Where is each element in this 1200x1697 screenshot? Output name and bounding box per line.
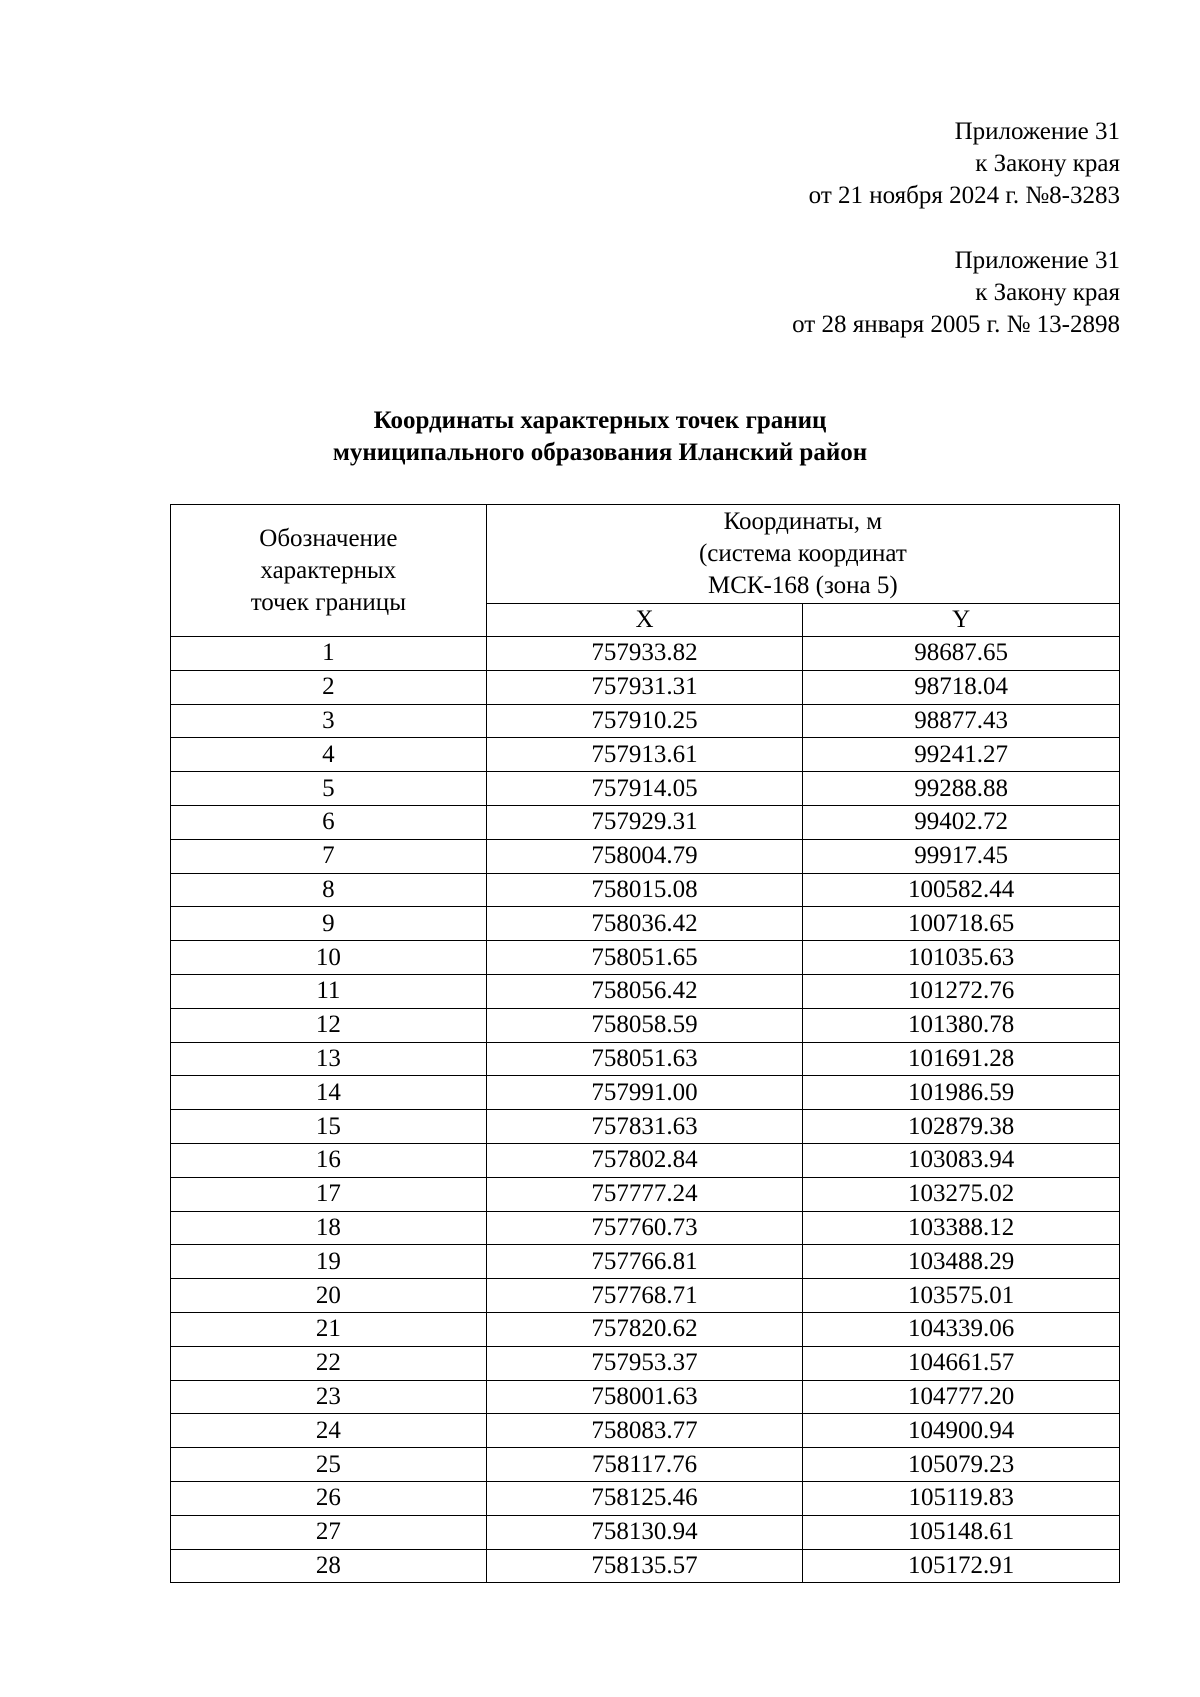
point-number-cell: 10 [171,941,487,975]
y-coordinate-cell: 98877.43 [803,704,1120,738]
x-coordinate-cell: 757760.73 [486,1211,803,1245]
point-number-cell: 18 [171,1211,487,1245]
point-number-cell: 11 [171,974,487,1008]
x-coordinate-cell: 758135.57 [486,1549,803,1583]
x-coordinate-cell: 757933.82 [486,637,803,671]
point-number-cell: 20 [171,1279,487,1313]
appendix-label: Приложение 31 [954,118,1120,145]
table-row [171,1346,1120,1380]
y-coordinate-cell: 103275.02 [803,1177,1120,1211]
y-coordinate-cell: 101691.28 [803,1042,1120,1076]
table-row [171,805,1120,839]
y-coordinate-cell: 100582.44 [803,873,1120,907]
table-row [171,907,1120,941]
point-number-cell: 21 [171,1312,487,1346]
point-number-cell: 16 [171,1143,487,1177]
header-text: Обозначение [259,524,398,552]
header-text: точек границы [250,588,406,616]
header-text: МСК-168 (зона 5) [707,572,898,599]
y-coordinate-cell: 103083.94 [803,1143,1120,1177]
x-coordinate-cell: 757910.25 [486,704,803,738]
table-row [171,1279,1120,1313]
table-row [171,738,1120,772]
table-row [171,1076,1120,1110]
point-number-cell: 5 [171,772,487,806]
table-row [171,1008,1120,1042]
y-coordinate-cell: 104339.06 [803,1312,1120,1346]
y-coordinate-cell: 101035.63 [803,941,1120,975]
y-coordinate-cell: 105172.91 [803,1549,1120,1583]
y-coordinate-cell: 104900.94 [803,1414,1120,1448]
table-row [171,839,1120,873]
point-number-cell: 15 [171,1110,487,1144]
x-coordinate-cell: 758001.63 [486,1380,803,1414]
point-number-cell: 1 [171,637,487,671]
x-coordinate-cell: 757931.31 [486,670,803,704]
y-coordinate-cell: 99241.27 [803,738,1120,772]
table-row [171,873,1120,907]
y-coordinate-cell: 105148.61 [803,1515,1120,1549]
x-coordinate-cell: 758117.76 [486,1448,803,1482]
appendix-law-date: от 28 января 2005 г. № 13-2898 [792,311,1120,338]
point-number-cell: 14 [171,1076,487,1110]
table-row [171,1245,1120,1279]
table-row [171,772,1120,806]
point-number-cell: 19 [171,1245,487,1279]
point-number-cell: 24 [171,1414,487,1448]
appendix-note-original [792,245,1120,341]
x-coordinate-cell: 758125.46 [486,1481,803,1515]
table-row [171,974,1120,1008]
table-row [171,1143,1120,1177]
table-row [171,1177,1120,1211]
header-y: Y [803,604,1120,637]
document-title [0,405,1200,469]
x-coordinate-cell: 757820.62 [486,1312,803,1346]
appendix-note-current [809,116,1120,212]
header-coordinates [486,505,1119,604]
table-row [171,670,1120,704]
x-coordinate-cell: 757802.84 [486,1143,803,1177]
point-number-cell: 13 [171,1042,487,1076]
y-coordinate-cell: 102879.38 [803,1110,1120,1144]
point-number-cell: 23 [171,1380,487,1414]
table-row [171,1042,1120,1076]
point-number-cell: 12 [171,1008,487,1042]
appendix-label: Приложение 31 [954,247,1120,274]
point-number-cell: 2 [171,670,487,704]
x-coordinate-cell: 757914.05 [486,772,803,806]
y-coordinate-cell: 103575.01 [803,1279,1120,1313]
x-coordinate-cell: 757831.63 [486,1110,803,1144]
header-text: характерных [260,556,397,584]
x-coordinate-cell: 757953.37 [486,1346,803,1380]
x-coordinate-cell: 758130.94 [486,1515,803,1549]
x-coordinate-cell: 758056.42 [486,974,803,1008]
x-coordinate-cell: 758036.42 [486,907,803,941]
x-coordinate-cell: 757777.24 [486,1177,803,1211]
table-row [171,1448,1120,1482]
point-number-cell: 6 [171,805,487,839]
header-x: X [486,604,803,637]
table-row [171,1549,1120,1583]
point-number-cell: 28 [171,1549,487,1583]
table-row [171,1481,1120,1515]
header-text: (система координат [698,540,907,567]
table-row [171,1380,1120,1414]
y-coordinate-cell: 101986.59 [803,1076,1120,1110]
y-coordinate-cell: 104661.57 [803,1346,1120,1380]
x-coordinate-cell: 758083.77 [486,1414,803,1448]
x-coordinate-cell: 758004.79 [486,839,803,873]
point-number-cell: 3 [171,704,487,738]
table-row [171,704,1120,738]
x-coordinate-cell: 757929.31 [486,805,803,839]
point-number-cell: 26 [171,1481,487,1515]
y-coordinate-cell: 99402.72 [803,805,1120,839]
y-coordinate-cell: 105119.83 [803,1481,1120,1515]
x-coordinate-cell: 757768.71 [486,1279,803,1313]
coordinates-table [170,504,1120,1583]
point-number-cell: 25 [171,1448,487,1482]
y-coordinate-cell: 98718.04 [803,670,1120,704]
point-number-cell: 9 [171,907,487,941]
table-row [171,941,1120,975]
table-row [171,1515,1120,1549]
x-coordinate-cell: 758015.08 [486,873,803,907]
point-number-cell: 4 [171,738,487,772]
table-row [171,1211,1120,1245]
y-coordinate-cell: 105079.23 [803,1448,1120,1482]
point-number-cell: 17 [171,1177,487,1211]
x-coordinate-cell: 758051.63 [486,1042,803,1076]
table-row [171,1110,1120,1144]
y-coordinate-cell: 101272.76 [803,974,1120,1008]
point-number-cell: 7 [171,839,487,873]
y-coordinate-cell: 99288.88 [803,772,1120,806]
y-coordinate-cell: 98687.65 [803,637,1120,671]
y-coordinate-cell: 103488.29 [803,1245,1120,1279]
x-coordinate-cell: 758051.65 [486,941,803,975]
point-number-cell: 8 [171,873,487,907]
appendix-law-reference: к Закону края [975,279,1120,306]
table-row [171,1312,1120,1346]
appendix-law-reference: к Закону края [975,150,1120,177]
title-line-1: Координаты характерных точек границ [373,407,827,434]
y-coordinate-cell: 100718.65 [803,907,1120,941]
y-coordinate-cell: 103388.12 [803,1211,1120,1245]
point-number-cell: 27 [171,1515,487,1549]
appendix-law-date: от 21 ноября 2024 г. №8-3283 [808,182,1120,209]
y-coordinate-cell: 104777.20 [803,1380,1120,1414]
header-point-designation [171,505,487,637]
title-line-2: муниципального образования Иланский район [332,439,868,466]
x-coordinate-cell: 757766.81 [486,1245,803,1279]
header-text: Координаты, м [723,508,883,535]
x-coordinate-cell: 758058.59 [486,1008,803,1042]
table-row [171,1414,1120,1448]
y-coordinate-cell: 99917.45 [803,839,1120,873]
point-number-cell: 22 [171,1346,487,1380]
x-coordinate-cell: 757913.61 [486,738,803,772]
table-row [171,637,1120,671]
y-coordinate-cell: 101380.78 [803,1008,1120,1042]
x-coordinate-cell: 757991.00 [486,1076,803,1110]
